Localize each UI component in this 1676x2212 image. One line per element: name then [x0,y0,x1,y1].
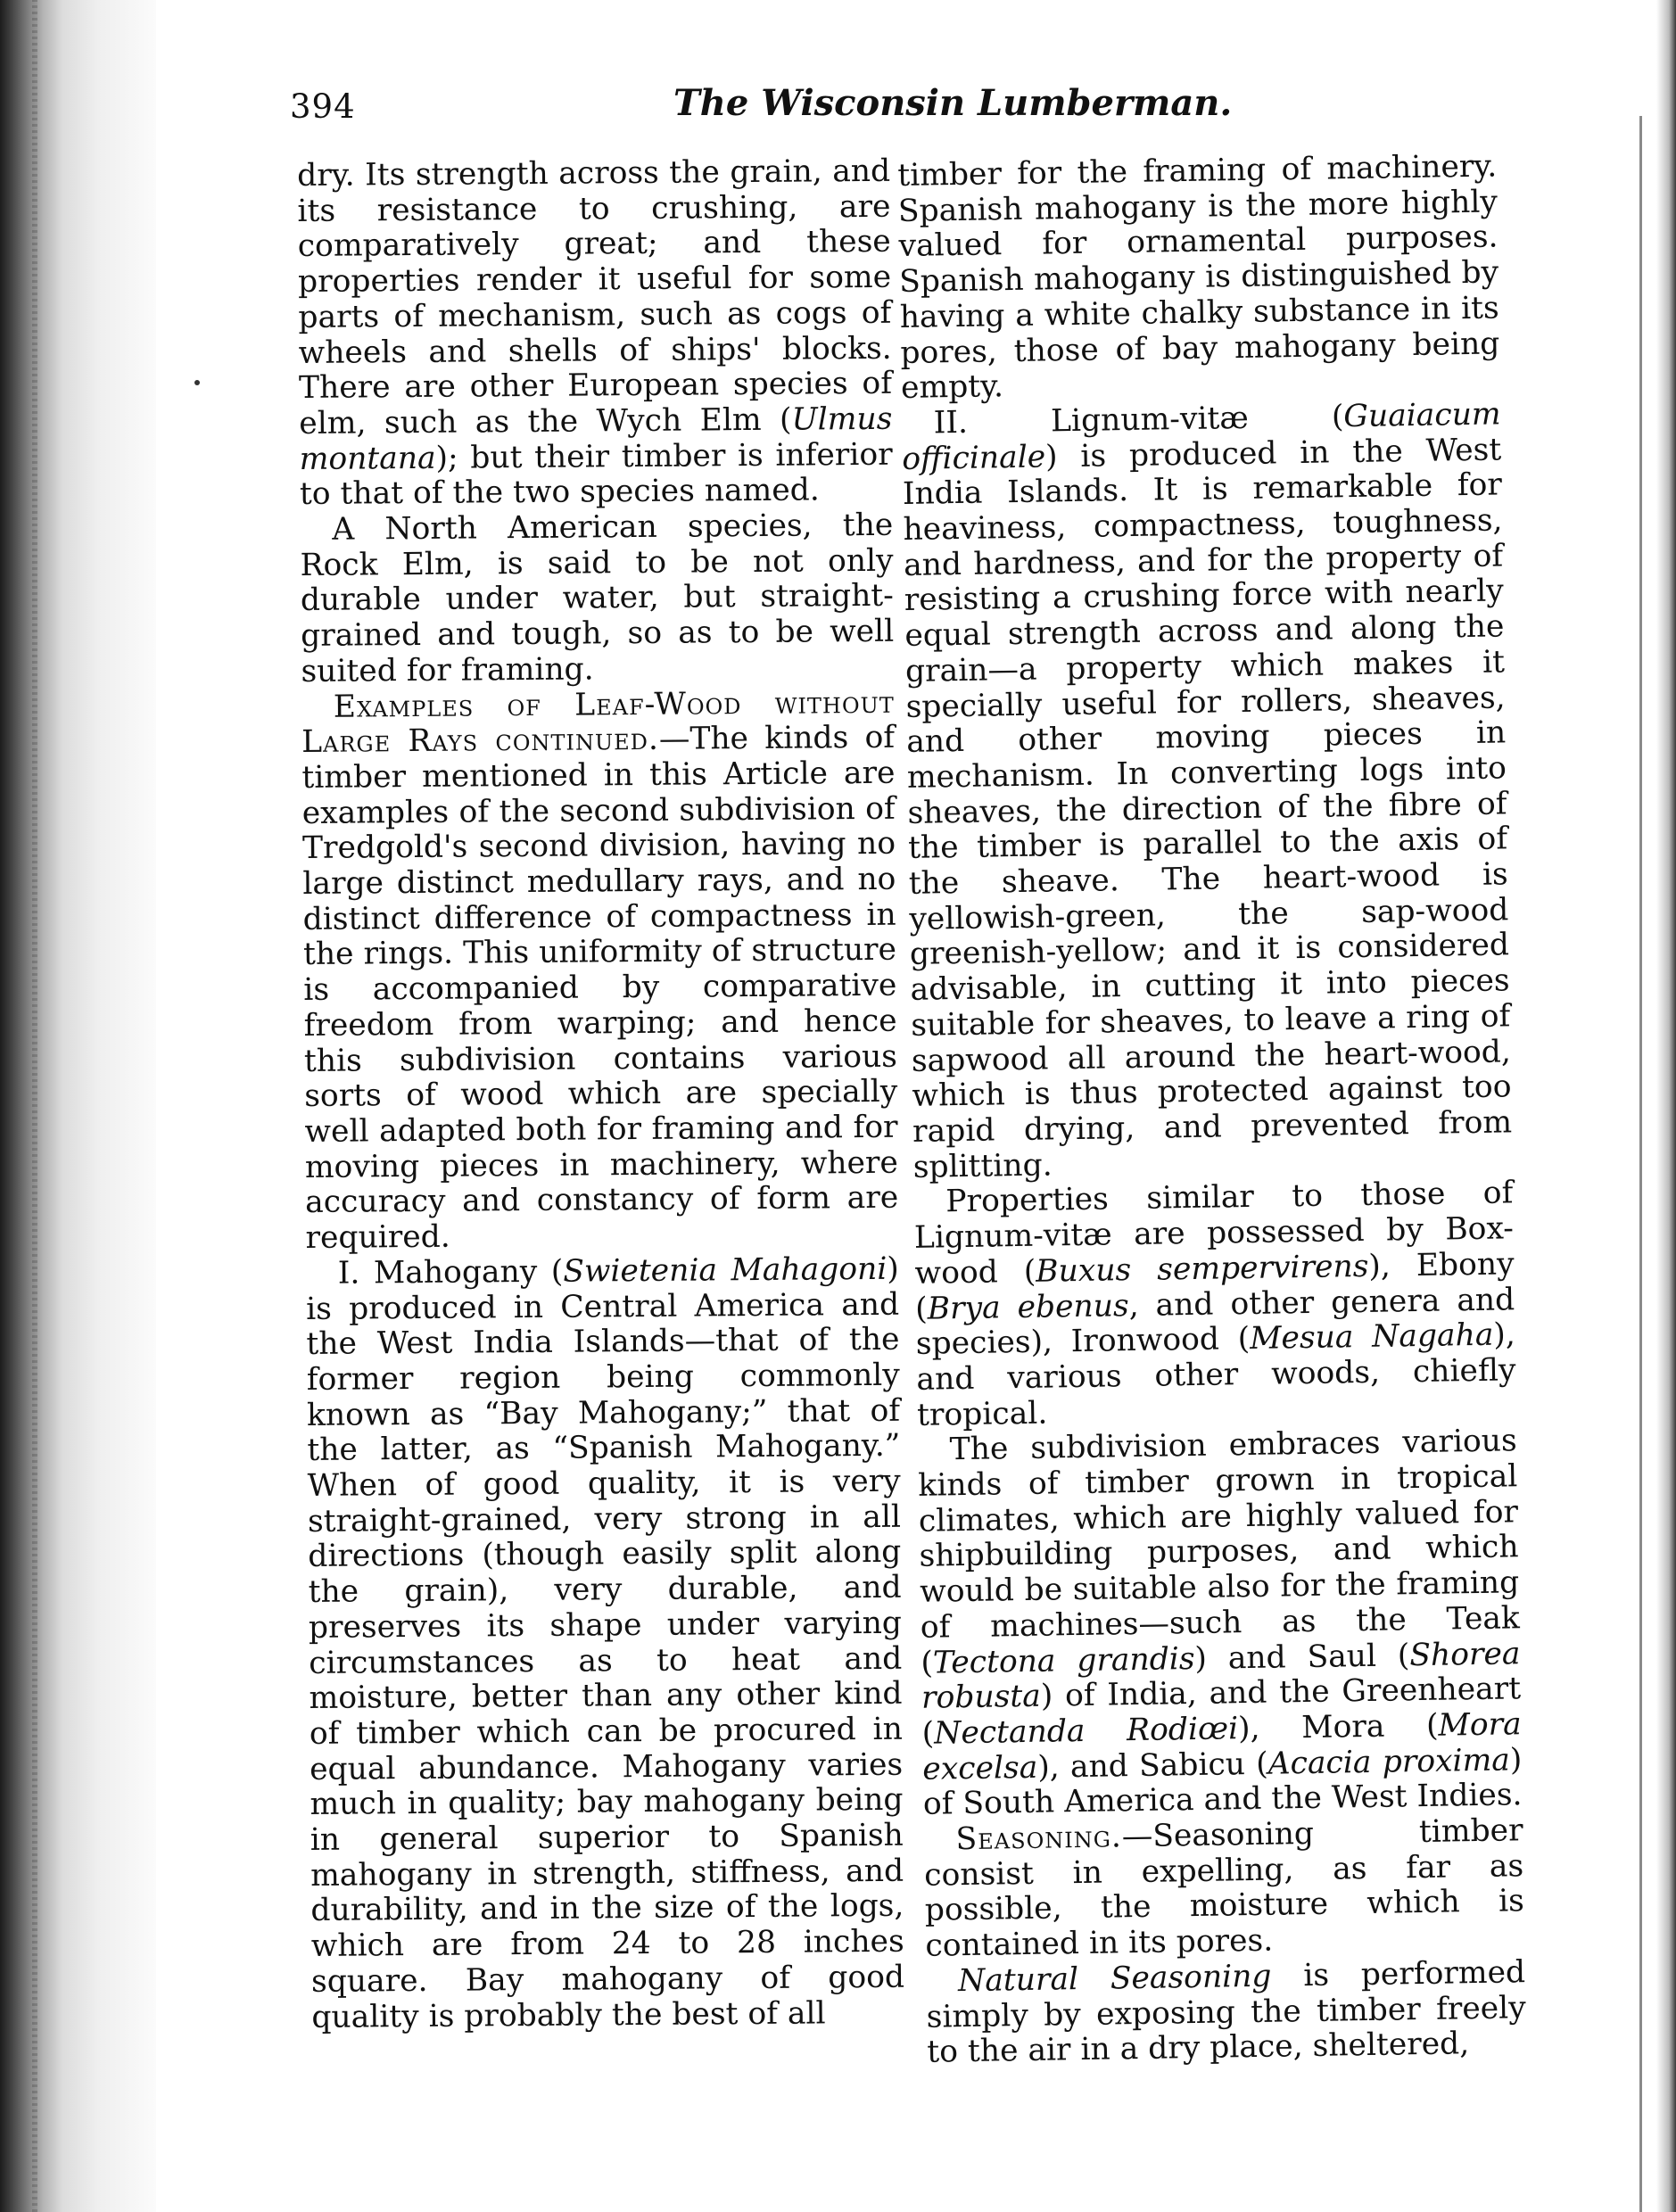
page-edge-line [1639,116,1642,2212]
paragraph-lignum-vitae: II. Lignum-vitæ (Guaiacum officinale) is produced in the West India Islands. It is remarkable for heaviness, compactness, toughness, and hardness, and for the property of resisting a crushing force with nearly equal strength across and along the grain—a property which makes it specially useful for rollers, sheaves, and other moving pieces in mechanism. In converting logs into sheaves, the direction of the fibre of the timber is parallel to the axis of the sheave. The heart-wood is yellowish-green, the sap-wood greenish-yellow; and it is considered advisable, in cutting it into pieces suitable for sheaves, to leave a ring of sapwood all around the heart-wood, which is thus protected against too rapid drying, and prevented from splitting. [901,396,1513,1185]
section-heading-leaf-wood: Examples of Leaf-Wood without Large Rays continued. [301,684,895,761]
paragraph-elm-properties: dry. Its strength across the grain, and its resistance to crushing, are comparatively great; and these properties render it useful for some parts of mechanism, such as cogs of wheels and shells of ships' blocks. There are other European species of elm, such as the Wych Elm (Ulmus montana); but their timber is inferior to that of the two species named. [296,153,893,513]
paragraph-leaf-wood: Examples of Leaf-Wood without Large Rays continued.—The kinds of timber mentioned in this Article are examples of the second subdivision of Tredgold's second division, having no large distinct medullary rays, and no distinct difference of compactness in the rings. This uniformity of structure is accompanied by comparative freedom from warping; and hence this subdivision contains various sorts of wood which are specially well adapted both for framing and for moving pieces in machinery, where accuracy and constancy of form are required. [301,684,899,1257]
paragraph-natural-seasoning: Natural Seasoning is performed simply by exposing the timber freely to the air in a dry place, sheltered, [926,1954,1526,2071]
section-heading-seasoning: Seasoning. [955,1819,1123,1858]
scan-speck [194,380,200,385]
book-gutter-shadow [0,0,156,2212]
paragraph-seasoning: Seasoning.—Seasoning timber consist in expelling, as far as possible, the moisture which is contained in its pores. [923,1812,1525,1964]
paragraph-mahogany-continued: timber for the framing of machinery. Spanish mahogany is the more highly valued for ornamental purposes. Spanish mahogany is distinguished by having a white chalky substance in its pores, those of bay mahogany being empty. [896,148,1500,407]
right-column [897,149,1527,2102]
left-column [297,154,905,2103]
paragraph-rock-elm: A North American species, the Rock Elm, is said to be not only durable under water, but straight-grained and tough, so as to be well suited for framing. [300,507,895,689]
page-number: 394 [290,87,356,126]
paragraph-mahogany: I. Mahogany (Swietenia Mahagoni) is produced in Central America and the West India Islands—that of the former region being commonly known as “Bay Mahogany;” that of the latter, as “Spanish Mahogany.” When of good quality, it is very straight-grained, very strong in all directions (though easily split along the grain), very durable, and preserves its shape under varying circumstances as to heat and moisture, better than any other kind of timber which can be procured in equal abundance. Mahogany varies much in quality; bay mahogany being in general superior to Spanish mahogany in strength, stiffness, and durability, and in the size of the logs, which are from 24 to 28 inches square. Bay mahogany of good quality is probably the best of all [305,1250,905,2035]
running-title: The Wisconsin Lumberman. [673,82,1233,124]
paragraph-tropical-timbers: The subdivision embraces various kinds of timber grown in tropical climates, which are highly valued for shipbuilding purposes, and which would be suitable also for the framing of machines—such as the Teak (Tectona grandis) and Saul (Shorea robusta) of India, and the Greenheart (Nectanda Rodiœi), Mora (Mora excelsa), and Sabicu (Acacia proxima) of South America and the West Indies. [918,1423,1523,1823]
paragraph-similar-woods: Properties similar to those of Lignum-vitæ are possessed by Box-wood (Buxus sempervirens), Ebony (Brya ebenus, and other genera and species), Ironwood (Mesua Nagaha), and various other woods, chiefly tropical. [913,1175,1516,1433]
page-right-edge [1656,0,1676,2212]
